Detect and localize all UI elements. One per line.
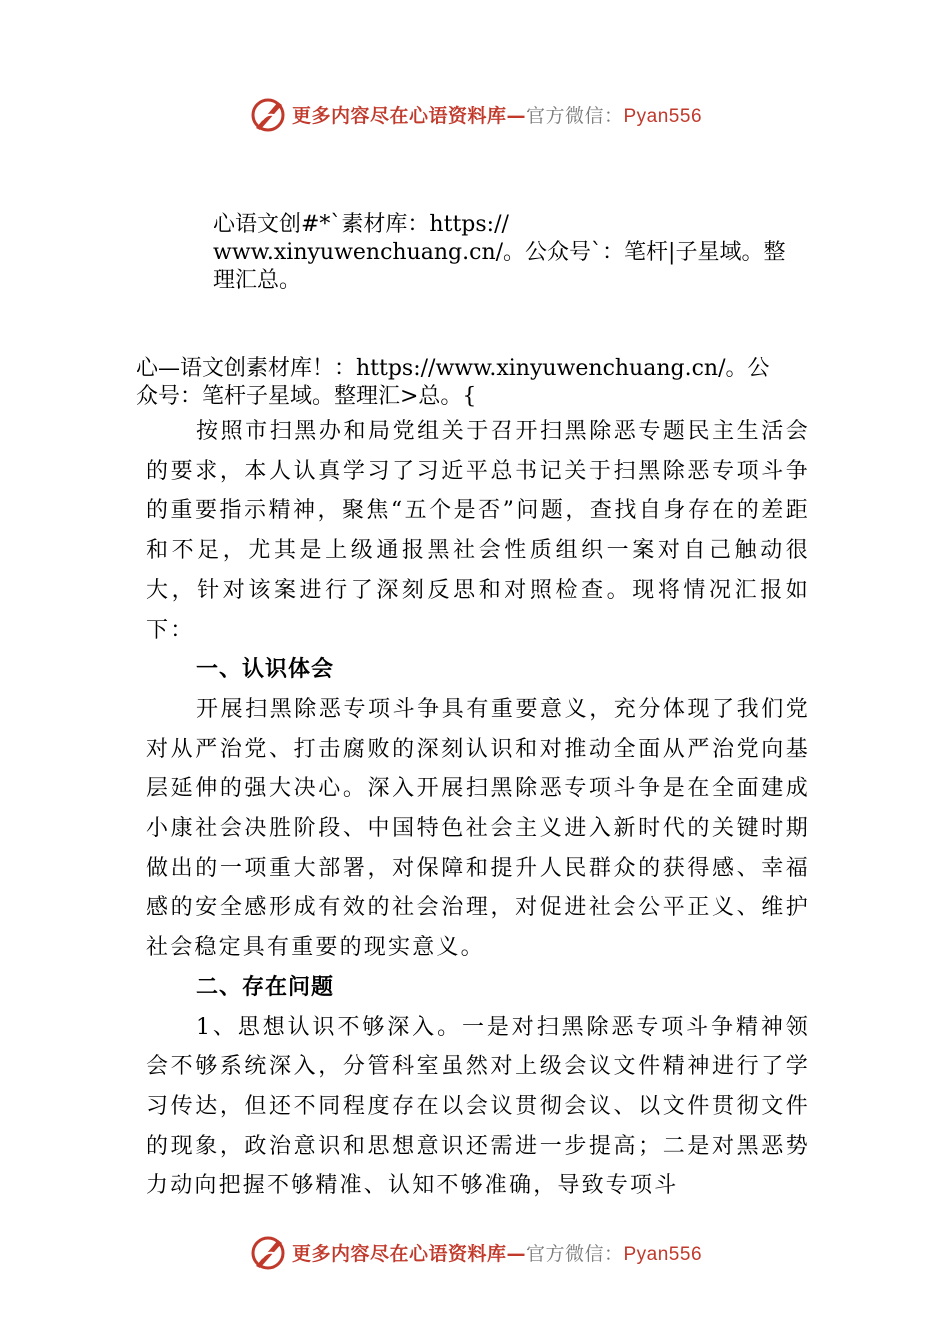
header-note-line: 理汇总。 — [213, 268, 302, 293]
red-pen-circle-logo-icon — [248, 94, 288, 134]
banner-sub-text: 官方微信： — [525, 104, 624, 127]
header-note-line: www.xinyuwenchuang.cn/。公众号`：笔杆|子星域。整 — [213, 240, 786, 265]
banner-text — [292, 1239, 702, 1266]
section-1-paragraph: 开展扫黑除恶专项斗争具有重要意义，充分体现了我们党对从严治党、打击腐败的深刻认识和对推动全面从严治党向基层延伸的强大决心。深入开展扫黑除恶专项斗争是在全面建成小康社会决胜阶段、中国特色社会主义进入新时代的关键时期做出的一项重大部署，对保障和提升人民群众的获得感、幸福感的安全感形成有效的社会治理，对促进社会公平正义、维护社会稳定具有重要的现实意义。 — [146, 696, 810, 961]
header-note-line: 心语文创#*`素材库：https:// — [213, 212, 509, 237]
banner-text — [292, 101, 702, 128]
intro-paragraph: 按照市扫黑办和局党组关于召开扫黑除恶专题民主生活会的要求，本人认真学习了习近平总书记关于扫黑除恶专项斗争的重要指示精神，聚焦“五个是否”问题，查找自身存在的差距和不足，尤其是上级通报黑社会性质组织一案对自己触动很大，针对该案进行了深刻反思和对照检查。现将情况汇报如下： — [146, 419, 810, 643]
document-body — [146, 412, 810, 1206]
section-2-paragraph: 1、思想认识不够深入。一是对扫黑除恶专项斗争精神领会不够系统深入，分管科室虽然对上级会议文件精神进行了学习传达，但还不同程度存在以会议贯彻会议、以文件贯彻文件的现象，政治意识和思想意识还需进一步提高；二是对黑恶势力动向把握不够精准、认知不够准确，导致专项斗 — [146, 1014, 810, 1199]
header-note — [213, 211, 833, 295]
red-pen-circle-logo-icon — [248, 1232, 288, 1272]
second-note — [136, 355, 826, 411]
second-note-line: 心—语文创素材库！：https://www.xinyuwenchuang.cn/。公 — [136, 356, 770, 381]
section-heading-1: 一、认识体会 — [196, 657, 335, 683]
banner-main-text: 更多内容尽在心语资料库 — [291, 104, 507, 127]
header-watermark-banner — [0, 92, 950, 136]
banner-main-text: 更多内容尽在心语资料库 — [291, 1242, 507, 1265]
banner-dash: — — [506, 1242, 526, 1265]
footer-watermark-banner — [0, 1230, 950, 1274]
banner-wechat-id: Pyan556 — [623, 1243, 703, 1265]
section-heading-2: 二、存在问题 — [196, 974, 335, 1000]
second-note-line: 众号：笔杆子星域。整理汇>总。{ — [136, 384, 477, 409]
banner-dash: — — [506, 104, 526, 127]
banner-sub-text: 官方微信： — [525, 1242, 624, 1265]
banner-wechat-id: Pyan556 — [623, 105, 703, 127]
